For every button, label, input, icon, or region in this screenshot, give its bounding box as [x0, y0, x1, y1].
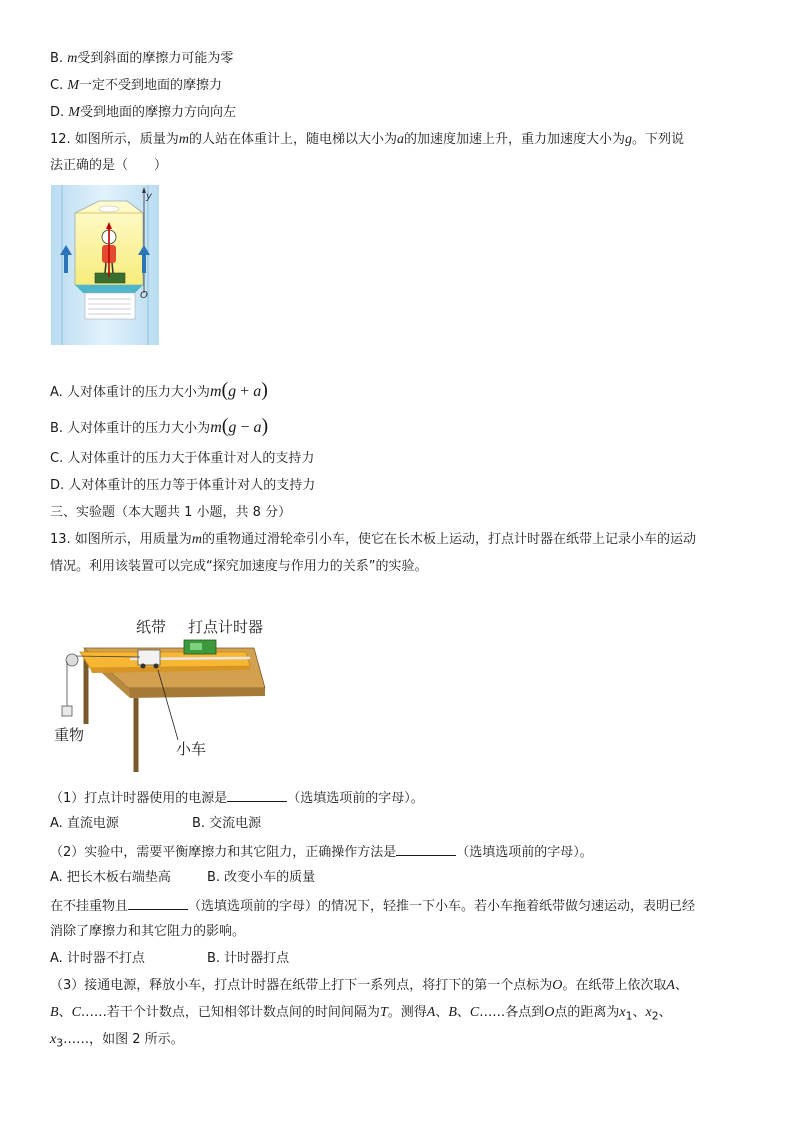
var-x3: x [50, 1032, 57, 1047]
part-text: 、 [456, 1005, 470, 1020]
q13-part3-line1 [50, 977, 688, 995]
var-a: a [396, 132, 404, 147]
q13-part2 [50, 842, 593, 862]
formula-b: m(g − a) [210, 415, 269, 437]
q13-part2-line3 [50, 896, 695, 916]
q13-stem-line2: 情况。利用该装置可以完成“探究加速度与作用力的关系”的实验。 [50, 559, 428, 574]
var-x2: x [645, 1005, 652, 1020]
var-O: O [552, 978, 563, 993]
part-text: ……各点到 [479, 1005, 545, 1020]
var-A: A [426, 1005, 436, 1020]
q13-stem-line1 [50, 531, 696, 549]
q12-option-b [50, 417, 268, 438]
q13-part3-line3 [50, 1031, 184, 1053]
label-weight: 重物 [54, 726, 85, 744]
var-x1: x [619, 1005, 626, 1020]
subscript: 1 [625, 1009, 633, 1023]
var-M: M [68, 105, 80, 120]
scale [95, 273, 125, 283]
origin-label: O [140, 290, 148, 301]
part-text: （选填选项前的字母）。 [456, 845, 593, 860]
part-text: 、 [632, 1005, 646, 1020]
q12-stem-line2: 法正确的是（ ） [50, 158, 168, 173]
part-text: 、 [658, 1005, 672, 1020]
part-text: （选填选项前的字母）。 [287, 791, 424, 806]
part-text: 、 [674, 978, 688, 993]
part-text: 。在纸带上依次取 [562, 978, 667, 993]
option-text: A. 人对体重计的压力大小为 [50, 385, 210, 400]
var-M: M [67, 78, 80, 93]
cart-apparatus-figure [50, 612, 290, 772]
q12-stem-line1 [50, 131, 684, 149]
ceiling-light [99, 206, 119, 212]
q13-part2-option2-b: B. 计时器打点 [207, 951, 290, 966]
q13-part1 [50, 788, 424, 808]
cart [138, 650, 160, 665]
long-board [80, 652, 250, 668]
pulley [66, 654, 78, 666]
subscript: 3 [56, 1036, 64, 1050]
var-g: g [624, 132, 632, 147]
part-text: （1）打点计时器使用的电源是 [50, 791, 228, 806]
option-c-prev [50, 77, 222, 95]
stem-text: 13. 如图所示，用质量为 [50, 532, 192, 547]
cab-floor [75, 285, 143, 293]
up-arrow-right-icon [142, 255, 146, 273]
var-B: B [448, 1005, 457, 1020]
stem-text: 的重物通过滑轮牵引小车，使它在长木板上运动，打点计时器在纸带上记录小车的运动 [201, 532, 696, 547]
answer-blank-1[interactable] [227, 788, 287, 802]
part-text: 、 [58, 1005, 72, 1020]
q13-part3-line2 [50, 1004, 672, 1026]
y-axis-label: y [146, 191, 152, 202]
section-heading: 三、实验题（本大题共 1 小题，共 8 分） [50, 505, 292, 520]
stem-text: 。下列说 [631, 132, 684, 147]
weight [62, 706, 72, 716]
q13-part2-option-a: A. 把长木板右端垫高 [50, 870, 171, 885]
option-text: B. 人对体重计的压力大小为 [50, 421, 211, 436]
label-timer: 打点计时器 [188, 618, 264, 636]
elevator-figure [51, 185, 159, 345]
var-C: C [469, 1005, 480, 1020]
stem-text: 的人站在体重计上，随电梯以大小为 [188, 132, 397, 147]
subscript: 2 [651, 1009, 659, 1023]
up-arrow-left-icon [64, 255, 68, 273]
option-letter: C. [50, 78, 68, 93]
part-text: 。测得 [387, 1005, 427, 1020]
var-m: m [191, 532, 202, 547]
var-C: C [71, 1005, 81, 1020]
label-cart: 小车 [176, 740, 207, 758]
option-text: 一定不受到地面的摩擦力 [79, 78, 223, 93]
q12-option-d: D. 人对体重计的压力等于体重计对人的支持力 [50, 478, 316, 493]
part-text: 在不挂重物且 [50, 899, 129, 914]
part-text: （选填选项前的字母）的情况下，轻推一下小车。若小车拖着纸带做匀速运动，表明已经 [188, 899, 696, 914]
option-letter: B. [50, 51, 68, 66]
var-T: T [379, 1005, 388, 1020]
part-text: ……，如图 2 所示。 [63, 1032, 184, 1047]
var-B: B [50, 1005, 59, 1020]
option-b-prev [50, 50, 233, 68]
stem-text: 12. 如图所示，质量为 [50, 132, 179, 147]
q13-part2-option2-a: A. 计时器不打点 [50, 951, 145, 966]
q13-part2-line4: 消除了摩擦力和其它阻力的影响。 [50, 924, 246, 939]
part-text: 、 [435, 1005, 449, 1020]
var-m: m [67, 51, 78, 66]
option-d-prev [50, 104, 236, 122]
answer-blank-2[interactable] [396, 842, 456, 856]
stem-text: 的加速度加速上升，重力加速度大小为 [403, 132, 625, 147]
part-text: （2）实验中，需要平衡摩擦力和其它阻力，正确操作方法是 [50, 845, 397, 860]
q13-part1-option-b: B. 交流电源 [192, 816, 262, 831]
option-text: 受到斜面的摩擦力可能为零 [77, 51, 234, 66]
var-A: A [666, 978, 675, 993]
option-letter: D. [50, 105, 69, 120]
q13-part2-option-b: B. 改变小车的质量 [207, 870, 316, 885]
formula-a: m(g + a) [209, 379, 268, 401]
part-text: （3）接通电源，释放小车，打点计时器在纸带上打下一系列点，将打下的第一个点标为 [50, 978, 553, 993]
part-text: 点的距离为 [554, 1005, 620, 1020]
q12-option-c: C. 人对体重计的压力大于体重计对人的支持力 [50, 451, 315, 466]
var-m: m [178, 132, 189, 147]
part-text: ……若干个计数点，已知相邻计数点间的时间间隔为 [80, 1005, 380, 1020]
option-text: 受到地面的摩擦力方向向左 [79, 105, 236, 120]
q12-option-a [50, 381, 268, 402]
label-tape: 纸带 [136, 618, 167, 636]
answer-blank-3[interactable] [128, 896, 188, 910]
q13-part1-option-a: A. 直流电源 [50, 816, 119, 831]
var-O: O [544, 1005, 555, 1020]
